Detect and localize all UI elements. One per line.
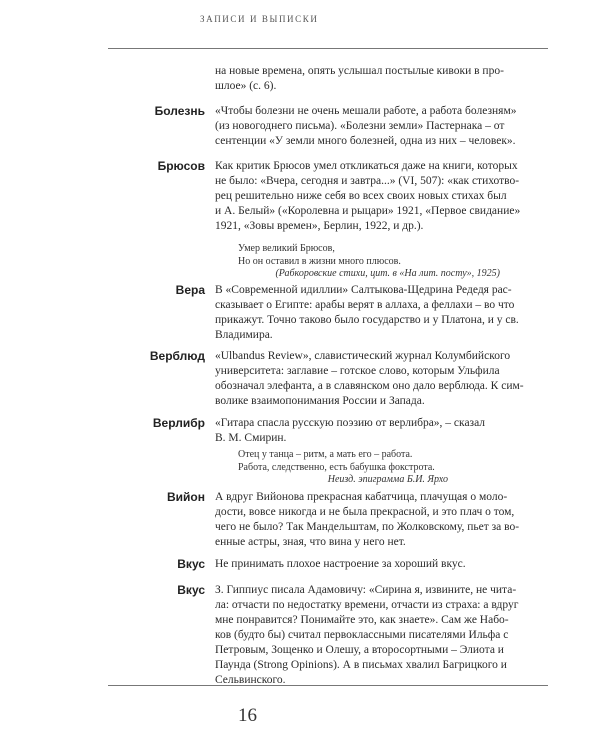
page-number: 16 — [238, 705, 257, 726]
epigraph-quote — [238, 243, 538, 281]
entry-line: Сельвинского. — [215, 674, 286, 686]
entry-heading: Вкус — [177, 557, 205, 571]
entry-line: енные астры, зная, что вина у него нет. — [215, 536, 406, 548]
entry-line: «Гитара спасла русскую поэзию от верлибра», – сказал — [215, 417, 486, 429]
entry-heading: Брюсов — [157, 159, 205, 173]
entry-body — [215, 416, 535, 446]
entry-line: волике взаимопонимания России и Запада. — [215, 395, 425, 407]
entry-line: мне понравится? Понимайте это, как знаете». Сам же Набо- — [215, 614, 509, 626]
entry-line: З. Гиппиус писала Адамовичу: «Сирина я, извините, не чита- — [215, 584, 517, 596]
entry-line: рец решительно ниже себя во всех своих новых стихах был — [215, 190, 507, 202]
entry-line: В «Современной идиллии» Салтыкова-Щедрина Редедя рас- — [215, 284, 512, 296]
entry-line: В. М. Смирин. — [215, 432, 287, 444]
entry-body — [215, 159, 535, 234]
entry-line: и А. Белый» («Королевна и рыцари» 1921, «Первое свидание» — [215, 205, 521, 217]
quote-line: Работа, следственно, есть бабушка фокстрота. — [238, 461, 435, 473]
quote-line: Но он оставил в жизни много плюсов. — [238, 255, 401, 267]
quote-source: Неизд. эпиграмма Б.И. Ярхо — [327, 474, 448, 485]
entry-line: дости, вовсе никогда и не была прекрасной, и это плач о том, — [215, 506, 515, 518]
entry-line: Как критик Брюсов умел откликаться даже на книги, которых — [215, 160, 518, 172]
entry-heading: Болезнь — [154, 104, 205, 118]
entry-heading: Вкус — [177, 583, 205, 597]
entry-line: ла: отчасти по недостатку времени, отчасти из страха: а вдруг — [215, 599, 519, 611]
running-head: ЗАПИСИ И ВЫПИСКИ — [200, 14, 319, 24]
entry-heading: Вера — [175, 283, 205, 297]
entry-line: сентенции «У земли много болезней, одна из них – человек». — [215, 135, 516, 147]
entry-line: обозначал элефанта, а в славянском оно дало верблюда. К сим- — [215, 380, 524, 392]
entry-line: Не принимать плохое настроение за хороший вкус. — [215, 558, 466, 570]
entry-line: ков (будто бы) считал первоклассными писателями Ильфа с — [215, 629, 509, 641]
entry-line: (из новогоднего письма). «Болезни земли» Пастернака – от — [215, 120, 505, 132]
entry-line: Петровым, Зощенко и Олешу, а второсортными – Элиота и — [215, 644, 504, 656]
entry-line: А вдруг Вийонова прекрасная кабатчица, плачущая о моло- — [215, 491, 508, 503]
entry-line: сказывает о Египте: арабы верят в аллаха, а феллахи – во что — [215, 299, 515, 311]
bottom-rule — [108, 685, 548, 686]
quote-source: (Рабкоровские стихи, цит. в «На лит. посту», 1925) — [275, 268, 500, 279]
entry-line: чего не было? Так Мандельштам, по Жолковскому, пьет за во- — [215, 521, 520, 533]
quote-line: Умер великий Брюсов, — [238, 243, 335, 254]
entry-line: не было: «Вчера, сегодня и завтра...» (VI, 507): «как стихотво- — [215, 175, 520, 187]
entry-line: прикажут. Точно таково было государство и у Платона, и у св. — [215, 314, 519, 326]
entry-heading: Верлибр — [152, 416, 205, 430]
entry-body — [215, 64, 535, 94]
entry-heading: Верблюд — [149, 349, 205, 363]
entry-body — [215, 583, 535, 688]
entry-line: шлое» (с. 6). — [215, 80, 277, 92]
entry-body — [215, 104, 535, 149]
entry-body — [215, 557, 535, 572]
entry-body — [215, 349, 535, 409]
entry-body — [215, 490, 535, 550]
entry-heading: Вийон — [167, 490, 205, 504]
entry-line: «Чтобы болезни не очень мешали работе, а работа болезням» — [215, 105, 517, 117]
top-rule — [108, 48, 548, 49]
entry-line: Владимира. — [215, 329, 273, 341]
entry-body — [215, 283, 535, 343]
quote-line: Отец у танца – ритм, а мать его – работа. — [238, 449, 413, 460]
entry-line: «Ulbandus Review», славистический журнал Колумбийского — [215, 350, 511, 362]
entry-line: Паунда (Strong Opinions). А в письмах хвалил Багрицкого и — [215, 659, 507, 671]
entry-line: 1921, «Зовы времен», Берлин, 1922, и др.). — [215, 220, 424, 232]
entry-line: университета: заглавие – готское слово, которым Ульфила — [215, 365, 500, 377]
entry-line: на новые времена, опять услышал постылые кивоки в про- — [215, 65, 504, 77]
epigraph-quote — [238, 449, 538, 487]
